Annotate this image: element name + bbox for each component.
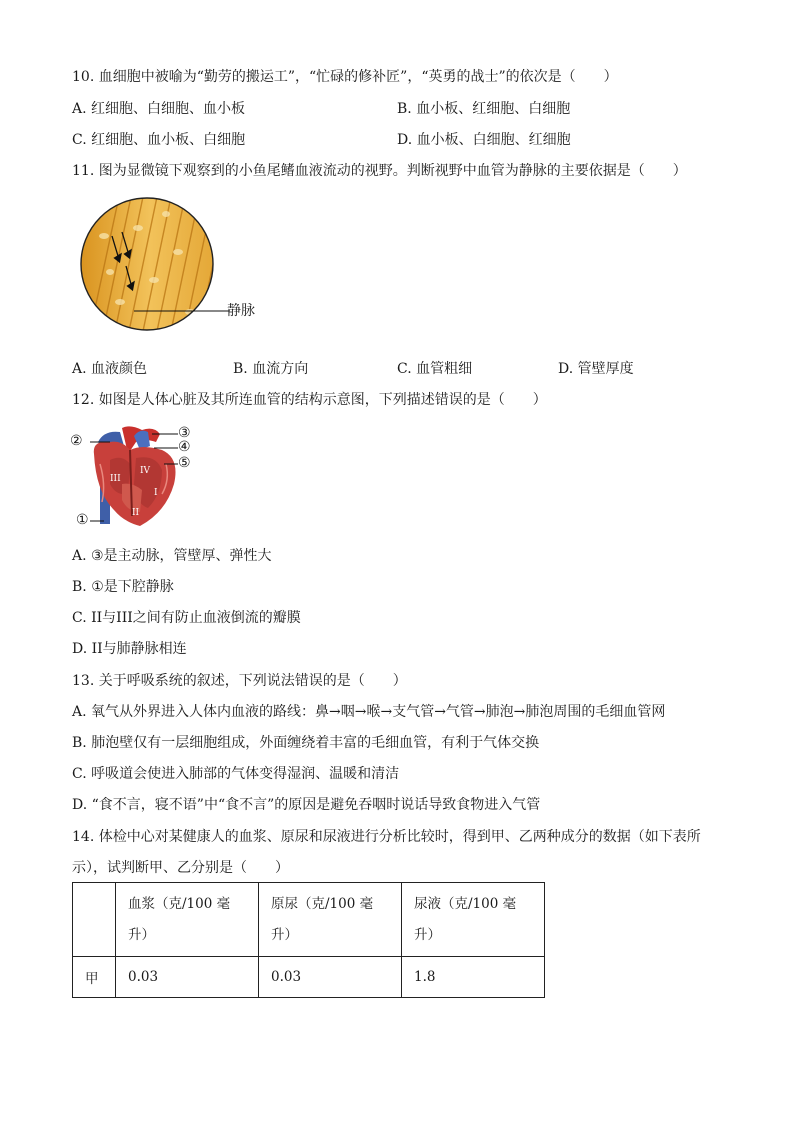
header-urine-line2: 升） bbox=[414, 926, 441, 943]
table-header-cell bbox=[402, 883, 545, 957]
q12-option-b[interactable]: B. ①是下腔静脉 bbox=[72, 579, 174, 595]
header-plasma-line1: 血浆（克/100 毫 bbox=[128, 895, 231, 912]
heart-figure bbox=[70, 424, 200, 532]
table-header-cell bbox=[259, 883, 402, 957]
q13-option-a[interactable]: A. 氧气从外界进入人体内血液的路线：鼻→咽→喉→支气管→气管→肺泡→肺泡周围的毛细血管网 bbox=[72, 704, 666, 720]
q13-option-d[interactable]: D. “食不言，寝不语”中“食不言”的原因是避免吞咽时说话导致食物进入气管 bbox=[72, 797, 541, 813]
q11-option-c[interactable]: C. 血管粗细 bbox=[397, 361, 473, 377]
chamber-label-iii: III bbox=[110, 474, 121, 484]
table-cell: 0.03 bbox=[259, 957, 402, 998]
vein-label: 静脉 bbox=[227, 303, 255, 319]
header-plasma-line2: 升） bbox=[128, 926, 155, 943]
table-cell: 甲 bbox=[73, 957, 116, 998]
q10-option-b[interactable]: B. 血小板、红细胞、白细胞 bbox=[397, 101, 571, 117]
chamber-label-ii: II bbox=[132, 508, 140, 518]
q12-option-c[interactable]: C. II与III之间有防止血液倒流的瓣膜 bbox=[72, 610, 301, 626]
table-header-row bbox=[73, 883, 545, 957]
q14-stem-line1: 14. 体检中心对某健康人的血浆、原尿和尿液进行分析比较时，得到甲、乙两种成分的数据（如下表所 bbox=[72, 829, 701, 845]
q12-option-a[interactable]: A. ③是主动脉，管壁厚、弹性大 bbox=[72, 548, 272, 564]
q10-option-d[interactable]: D. 血小板、白细胞、红细胞 bbox=[397, 132, 571, 148]
heart-label-4: ④ bbox=[178, 439, 191, 455]
header-primary-urine-line1: 原尿（克/100 毫 bbox=[271, 895, 374, 912]
heart-label-2: ② bbox=[70, 433, 83, 449]
header-urine-line1: 尿液（克/100 毫 bbox=[414, 895, 517, 912]
heart-label-3: ③ bbox=[178, 425, 191, 441]
q10-option-c[interactable]: C. 红细胞、血小板、白细胞 bbox=[72, 132, 246, 148]
microscope-figure bbox=[80, 192, 280, 336]
data-table bbox=[72, 882, 545, 998]
table-row bbox=[73, 957, 545, 998]
table-cell: 1.8 bbox=[402, 957, 545, 998]
chamber-label-iv: IV bbox=[140, 466, 151, 476]
q13-option-c[interactable]: C. 呼吸道会使进入肺部的气体变得湿润、温暖和清洁 bbox=[72, 766, 400, 782]
q12-option-d[interactable]: D. II与肺静脉相连 bbox=[72, 641, 187, 657]
q10-option-a[interactable]: A. 红细胞、白细胞、血小板 bbox=[72, 101, 246, 117]
q11-option-d[interactable]: D. 管壁厚度 bbox=[558, 361, 634, 377]
q11-option-b[interactable]: B. 血流方向 bbox=[233, 361, 309, 377]
q10-stem: 10. 血细胞中被喻为“勤劳的搬运工”，“忙碌的修补匠”，“英勇的战士”的依次是（ ） bbox=[72, 69, 618, 85]
q11-option-a[interactable]: A. 血液颜色 bbox=[72, 361, 148, 377]
q12-stem: 12. 如图是人体心脏及其所连血管的结构示意图，下列描述错误的是（ ） bbox=[72, 392, 547, 408]
table-header-cell bbox=[116, 883, 259, 957]
q13-option-b[interactable]: B. 肺泡壁仅有一层细胞组成，外面缠绕着丰富的毛细血管，有利于气体交换 bbox=[72, 735, 540, 751]
chamber-label-i: I bbox=[154, 488, 158, 498]
table-cell: 0.03 bbox=[116, 957, 259, 998]
q13-stem: 13. 关于呼吸系统的叙述，下列说法错误的是（ ） bbox=[72, 673, 407, 689]
q14-stem-line2: 示），试判断甲、乙分别是（ ） bbox=[72, 860, 289, 876]
table-header-cell bbox=[73, 883, 116, 957]
q11-stem: 11. 图为显微镜下观察到的小鱼尾鳍血液流动的视野。判断视野中血管为静脉的主要依据是（ ） bbox=[72, 163, 687, 179]
heart-label-1: ① bbox=[76, 512, 89, 528]
header-primary-urine-line2: 升） bbox=[271, 926, 298, 943]
heart-label-5: ⑤ bbox=[178, 455, 191, 471]
